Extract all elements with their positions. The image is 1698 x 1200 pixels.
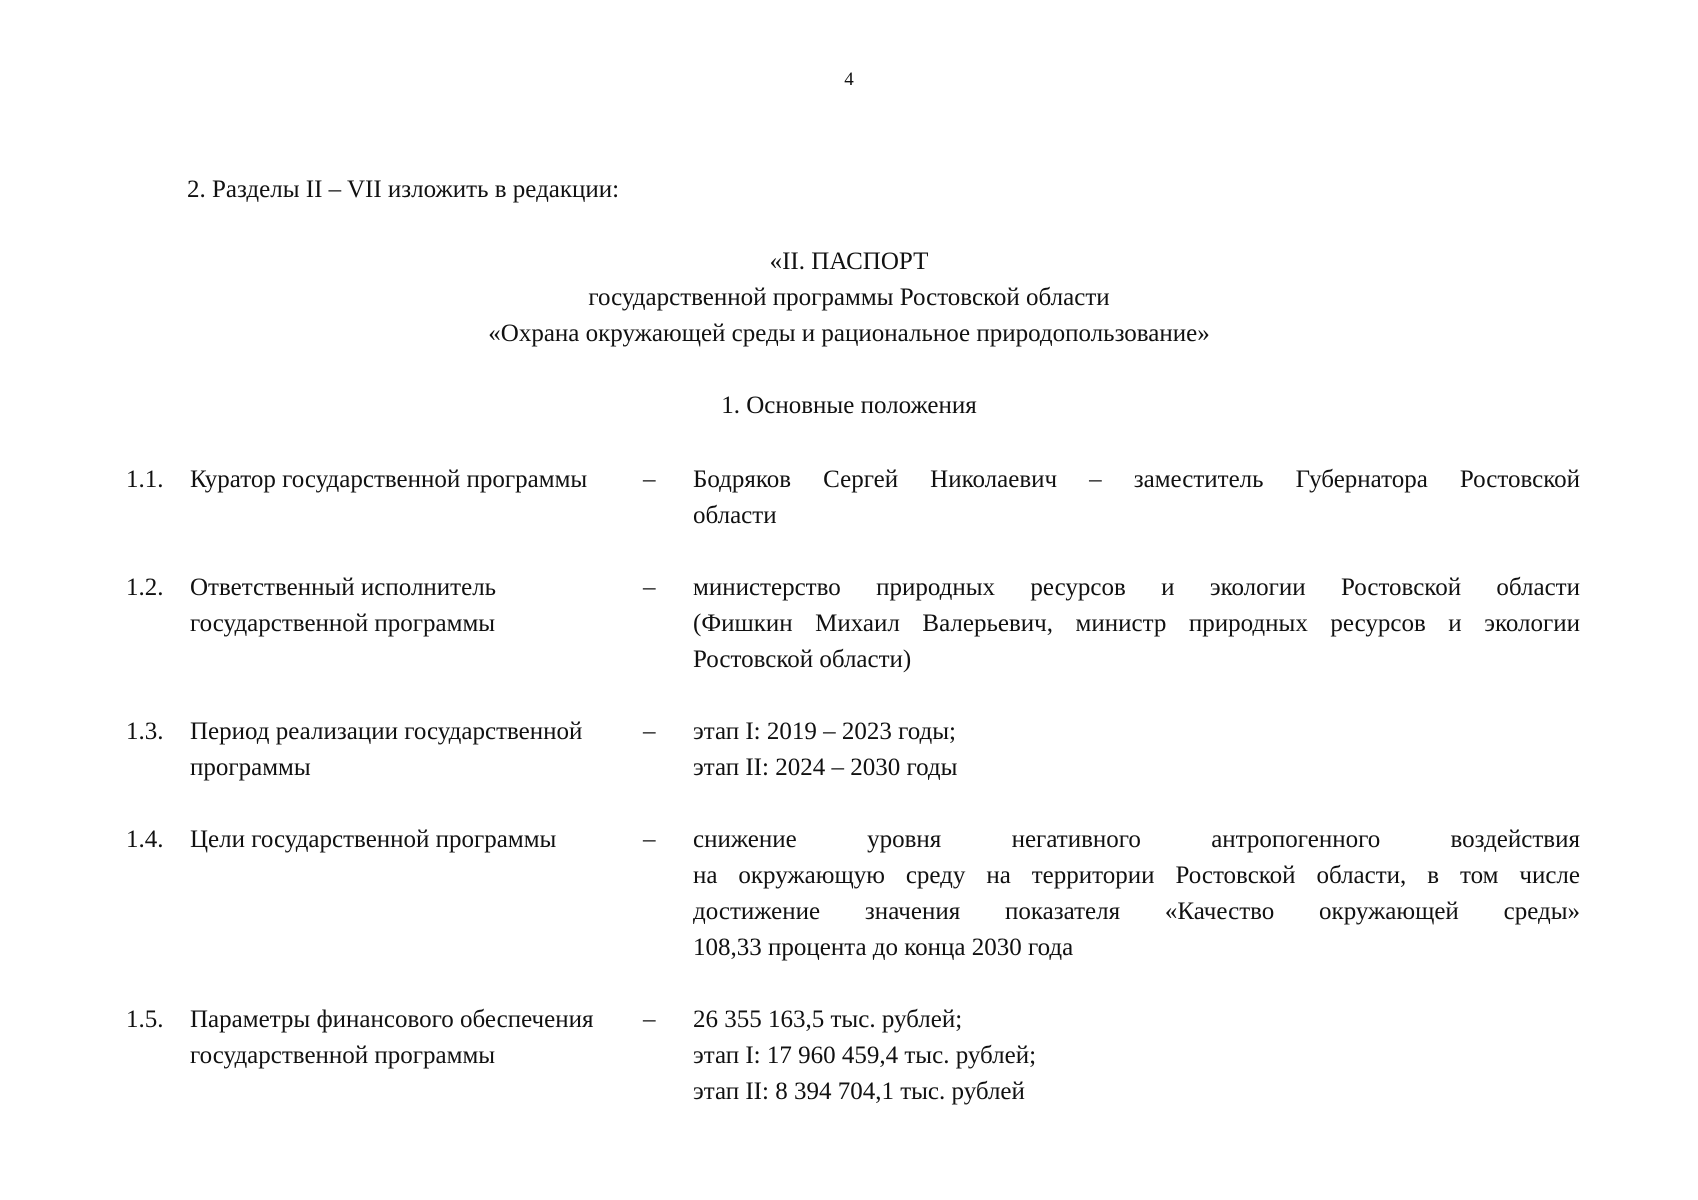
value-line: этап I: 2019 – 2023 годы; (693, 718, 957, 745)
value-line: достижение значения показателя «Качество окружающей среды» (693, 898, 1580, 925)
value-line: 26 355 163,5 тыс. рублей; (693, 1006, 963, 1033)
item-dash: – (643, 718, 656, 745)
item-value (693, 462, 1580, 534)
item-number: 1.1. (126, 466, 164, 493)
item-label: Цели государственной программы (190, 826, 557, 853)
value-line: (Фишкин Михаил Валерьевич, министр природных ресурсов и экологии (693, 610, 1580, 637)
item-dash: – (643, 826, 656, 853)
item-dash: – (643, 466, 656, 493)
value-line: этап II: 8 394 704,1 тыс. рублей (693, 1078, 1025, 1105)
value-line: Ростовской области) (693, 646, 912, 673)
item-value (693, 570, 1580, 678)
item-label: Ответственный исполнитель государственной программы (190, 574, 497, 637)
item-value (693, 1002, 1580, 1110)
item-value (693, 714, 1580, 786)
value-line: этап II: 2024 – 2030 годы (693, 754, 958, 781)
item-number: 1.5. (126, 1006, 164, 1033)
section-heading: 1. Основные положения (721, 392, 977, 419)
item-number: 1.4. (126, 826, 164, 853)
value-line: на окружающую среду на территории Ростовской области, в том числе (693, 862, 1580, 889)
item-number: 1.2. (126, 574, 164, 601)
item-number: 1.3. (126, 718, 164, 745)
value-line: области (693, 502, 777, 529)
item-label: Период реализации государственной программы (190, 718, 583, 781)
value-line: 108,33 процента до конца 2030 года (693, 934, 1074, 961)
value-line: снижение уровня негативного антропогенного воздействия (693, 826, 1580, 853)
value-line: Бодряков Сергей Николаевич – заместитель Губернатора Ростовской (693, 466, 1580, 493)
title-line-3: «Охрана окружающей среды и рациональное природопользование» (488, 320, 1210, 347)
title-line-1: «II. ПАСПОРТ (769, 248, 929, 275)
document-title (0, 244, 1698, 352)
value-line: министерство природных ресурсов и экологии Ростовской области (693, 574, 1580, 601)
title-line-2: государственной программы Ростовской области (588, 284, 1110, 311)
value-line: этап I: 17 960 459,4 тыс. рублей; (693, 1042, 1037, 1069)
item-value (693, 822, 1580, 966)
item-dash: – (643, 1006, 656, 1033)
item-label: Куратор государственной программы (190, 466, 588, 493)
item-dash: – (643, 574, 656, 601)
page-number: 4 (844, 69, 854, 90)
item-label: Параметры финансового обеспечения государственной программы (190, 1006, 594, 1069)
intro-paragraph: 2. Разделы II – VII изложить в редакции: (187, 176, 620, 203)
